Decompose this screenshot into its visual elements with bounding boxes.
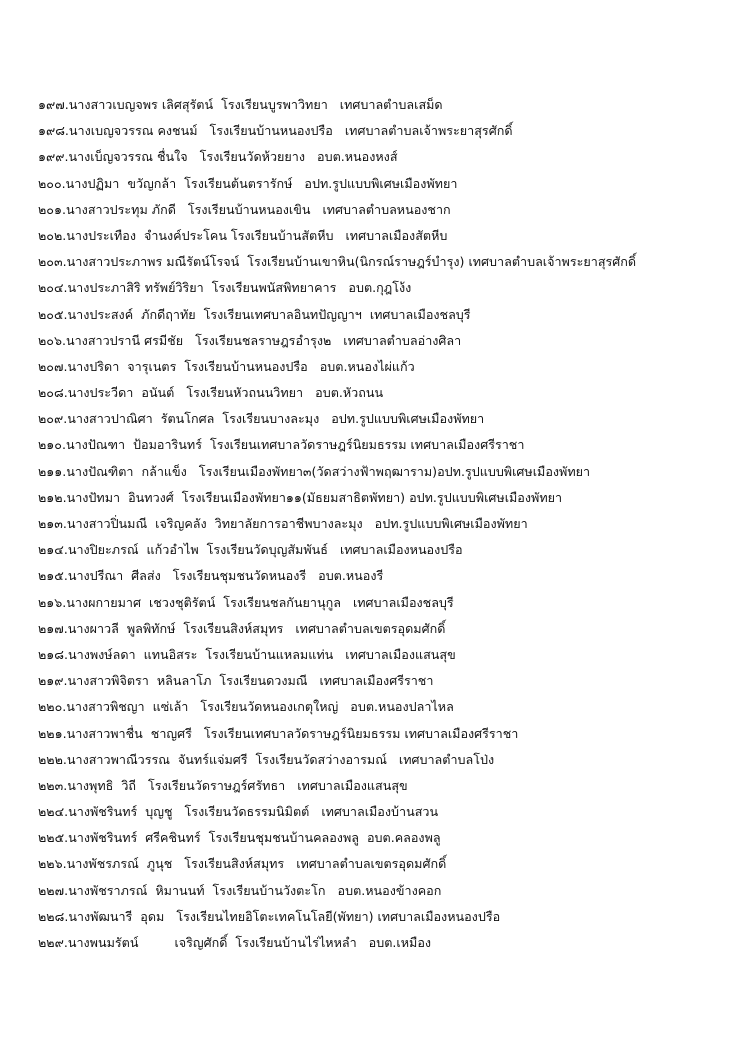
list-item: ๒๒๖.นางพัชรภรณ์ ภูนุช โรงเรียนสิงห์สมุทร เทศบาลตำบลเขตรอุดมศักดิ์: [38, 856, 447, 872]
list-item: ๒๒๔.นางพัชรินทร์ บุญชู โรงเรียนวัดธรรมนิมิตต์ เทศบาลเมืองบ้านสวน: [38, 804, 439, 820]
list-item: ๑๙๘.นางเบญจวรรณ คงชนม์ โรงเรียนบ้านหนองปรือ เทศบาลตำบลเจ้าพระยาสุรศักดิ์: [38, 123, 513, 139]
list-item: ๒๒๘.นางพัฒนารี อุดม โรงเรียนไทยอิโตะเทคโนโลยี(พัทยา) เทศบาลเมืองหนองปรือ: [38, 908, 501, 924]
list-item: ๒๐๒.นางประเทือง จำนงค์ประโคน โรงเรียนบ้านสัตหีบ เทศบาลเมืองสัตหีบ: [38, 227, 448, 243]
list-item: ๒๑๐.นางปัณฑา ป้อมอารินทร์ โรงเรียนเทศบาลวัดราษฎร์นิยมธรรม เทศบาลเมืองศรีราชา: [38, 437, 525, 453]
list-item: ๒๒๑.นางสาวพาชื่น ชาญศรี โรงเรียนเทศบาลวัดราษฎร์นิยมธรรม เทศบาลเมืองศรีราชา: [38, 725, 519, 741]
teacher-list: [38, 92, 738, 956]
list-item: ๒๑๔.นางปิยะภรณ์ แก้วอำไพ โรงเรียนวัดบุญสัมพันธ์ เทศบาลเมืองหนองปรือ: [38, 542, 463, 558]
list-item: ๒๒๕.นางพัชรินทร์ ศรีคชินทร์ โรงเรียนชุมชนบ้านคลองพลู อบต.คลองพลู: [38, 830, 441, 846]
list-item: ๒๑๖.นางผกายมาศ เชวงชุติรัตน์ โรงเรียนชลกันยานุกูล เทศบาลเมืองชลบุรี: [38, 594, 454, 610]
list-item: ๒๐๑.นางสาวประทุม ภักดี โรงเรียนบ้านหนองเขิน เทศบาลตำบลหนองชาก: [38, 201, 451, 217]
list-item: ๒๑๑.นางปัณฑิตา กล้าแข็ง โรงเรียนเมืองพัทยา๓(วัดสว่างฟ้าพฤฒาราม)อปท.รูปแบบพิเศษเมืองพัทยา: [38, 463, 591, 479]
list-item: ๒๐๙.นางสาวปาณิศา รัตนโกศล โรงเรียนบางละมุง อปท.รูปแบบพิเศษเมืองพัทยา: [38, 411, 485, 427]
list-item: ๑๙๗.นางสาวเบญจพร เลิศสุรัตน์ โรงเรียนบูรพาวิทยา เทศบาลตำบลเสม็ด: [38, 97, 443, 112]
list-item: ๒๑๕.นางปรีณา ศีลส่ง โรงเรียนชุมชนวัดหนองรี อบต.หนองรี: [38, 568, 384, 584]
list-item: ๒๒๒.นางสาวพาณีวรรณ จันทร์แจ่มศรี โรงเรียนวัดสว่างอารมณ์ เทศบาลตำบลโป่ง: [38, 751, 495, 767]
list-item: ๒๒๓.นางพุทธิ วิถี โรงเรียนวัดราษฎร์ศรัทธา เทศบาลเมืองแสนสุข: [38, 777, 408, 793]
list-item: ๒๐๘.นางประวีดา อนันต์ โรงเรียนหัวถนนวิทยา อบต.หัวถนน: [38, 385, 384, 401]
list-item: ๒๐๐.นางปฏิมา ขวัญกล้า โรงเรียนต้นตรารักษ์ อปท.รูปแบบพิเศษเมืองพัทยา: [38, 175, 458, 191]
list-item: ๒๐๓.นางสาวประภาพร มณีรัตน์โรจน์ โรงเรียนบ้านเขาหิน(นิกรณ์ราษฎร์บำรุง) เทศบาลตำบลเจ้าพระยาสุรศักดิ์: [38, 254, 637, 270]
list-item: ๑๙๙.นางเบ็ญจวรรณ ชื่นใจ โรงเรียนวัดห้วยยาง อบต.หนองหงส์: [38, 149, 398, 165]
list-item: ๒๐๗.นางปริดา จารุเนตร โรงเรียนบ้านหนองปรือ อบต.หนองไผ่แก้ว: [38, 358, 415, 374]
list-item: ๒๑๙.นางสาวพิจิตรา หลินลาโภ โรงเรียนดวงมณี เทศบาลเมืองศรีราชา: [38, 673, 434, 689]
list-item: ๒๑๘.นางพงษ์ลดา แทนอิสระ โรงเรียนบ้านแหลมแท่น เทศบาลเมืองแสนสุข: [38, 646, 456, 662]
list-item: ๒๐๕.นางประสงค์ ภักดีฤาทัย โรงเรียนเทศบาลอินทปัญญาฯ เทศบาลเมืองชลบุรี: [38, 306, 471, 322]
list-item: ๒๒๗.นางพัชราภรณ์ หิมานนท์ โรงเรียนบ้านวังตะโก อบต.หนองข้างคอก: [38, 882, 442, 898]
list-item: ๒๑๗.นางผาวลี พูลพิทักษ์ โรงเรียนสิงห์สมุทร เทศบาลตำบลเขตรอุดมศักดิ์: [38, 620, 446, 636]
list-item: ๒๒๐.นางสาวพิชญา แซ่เล้า โรงเรียนวัดหนองเกตุใหญ่ อบต.หนองปลาไหล: [38, 699, 454, 715]
list-item: ๒๑๒.นางปัทมา อินทวงศ์ โรงเรียนเมืองพัทยา๑๑(มัธยมสาธิตพัทยา) อปท.รูปแบบพิเศษเมืองพัทยา: [38, 489, 563, 505]
list-item: ๒๐๔.นางประภาสิริ ทรัพย์วิริยา โรงเรียนพนัสพิทยาคาร อบต.กุฎโง้ง: [38, 280, 412, 296]
list-item: ๒๒๙.นางพนมรัตน์ เจริญศักดิ์ โรงเรียนบ้านไร่ไหหลำ อบต.เหมือง: [38, 935, 432, 950]
list-item: ๒๑๓.นางสาวปิ่นมณี เจริญคลัง วิทยาลัยการอาชีพบางละมุง อปท.รูปแบบพิเศษเมืองพัทยา: [38, 516, 528, 531]
list-item: ๒๐๖.นางสาวปรานี ศรมีชัย โรงเรียนชลราษฎรอำรุง๒ เทศบาลตำบลอ่างศิลา: [38, 332, 462, 348]
